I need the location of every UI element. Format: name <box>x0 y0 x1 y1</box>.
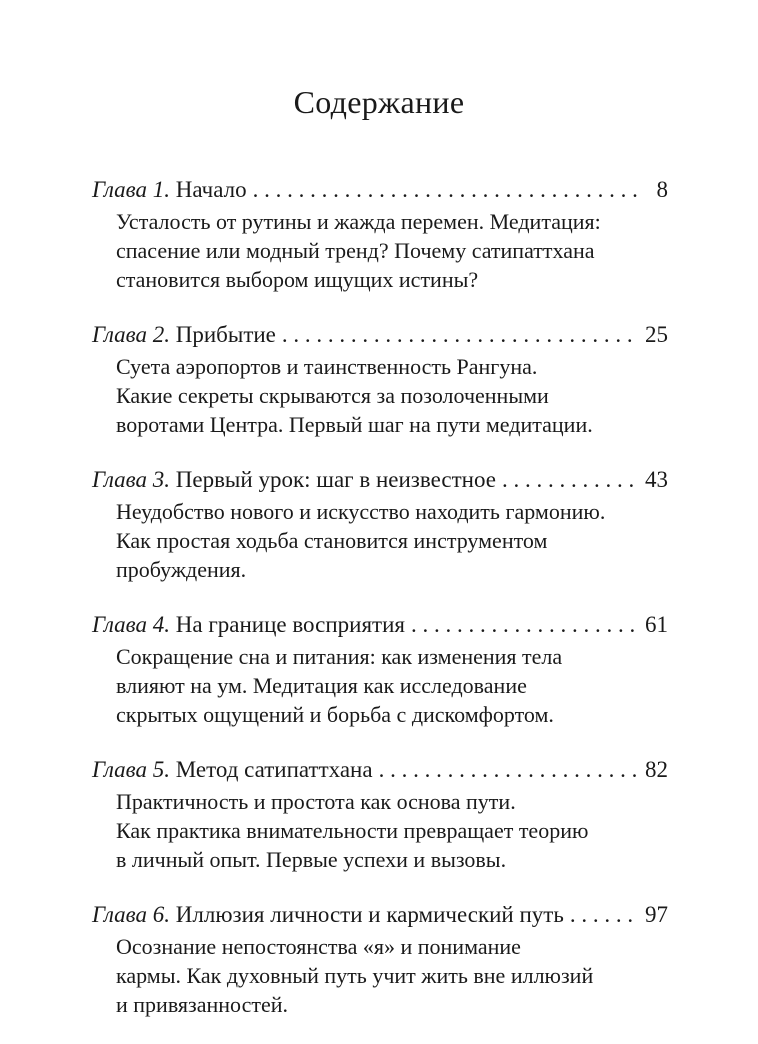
chapter-title: На границе восприятия <box>175 612 405 637</box>
chapter-description <box>92 497 668 584</box>
description-line: Осознание непостоянства «я» и понимание <box>116 934 521 959</box>
chapter-number: Глава 6. <box>92 902 170 927</box>
toc-entry-heading[interactable] <box>92 319 668 351</box>
chapter-title: Метод сатипаттхана <box>175 757 373 782</box>
chapter-description <box>92 932 668 1019</box>
description-line: Усталость от рутины и жажда перемен. Медитация: <box>116 209 601 234</box>
description-line: воротами Центра. Первый шаг на пути медитации. <box>116 412 593 437</box>
toc-entry <box>92 754 668 874</box>
dot-leader <box>502 464 638 496</box>
toc-entry-heading[interactable] <box>92 464 668 496</box>
description-line: в личный опыт. Первые успехи и вызовы. <box>116 847 507 872</box>
toc-entry-label <box>92 464 496 496</box>
chapter-title: Начало <box>175 177 247 202</box>
toc-entry-heading[interactable] <box>92 609 668 641</box>
page-number: 97 <box>645 902 668 927</box>
chapter-description <box>92 207 668 294</box>
toc-entry-label <box>92 609 405 641</box>
dot-leader <box>570 899 638 931</box>
toc-entry <box>92 319 668 439</box>
dot-leader <box>253 174 638 206</box>
description-line: становится выбором ищущих истины? <box>116 267 479 292</box>
chapter-title: Первый урок: шаг в неизвестное <box>175 467 496 492</box>
description-line: Как простая ходьба становится инструментом <box>116 528 548 553</box>
chapter-description <box>92 642 668 729</box>
chapter-description <box>92 787 668 874</box>
dot-leader <box>282 319 638 351</box>
table-of-contents <box>92 174 668 1044</box>
chapter-description <box>92 352 668 439</box>
description-line: пробуждения. <box>116 557 247 582</box>
toc-entry-heading[interactable] <box>92 899 668 931</box>
chapter-number: Глава 5. <box>92 757 170 782</box>
page-number: 25 <box>645 322 668 347</box>
toc-entry <box>92 464 668 584</box>
description-line: и привязанностей. <box>116 992 289 1017</box>
toc-entry <box>92 609 668 729</box>
page-number: 82 <box>645 757 668 782</box>
description-line: Практичность и простота как основа пути. <box>116 789 516 814</box>
chapter-title: Иллюзия личности и кармический путь <box>175 902 564 927</box>
description-line: кармы. Как духовный путь учит жить вне иллюзий <box>116 963 594 988</box>
toc-entry-label <box>92 319 276 351</box>
chapter-number: Глава 1. <box>92 177 170 202</box>
description-line: скрытых ощущений и борьба с дискомфортом. <box>116 702 554 727</box>
description-line: Неудобство нового и искусство находить гармонию. <box>116 499 606 524</box>
chapter-number: Глава 2. <box>92 322 170 347</box>
toc-entry-label <box>92 174 247 206</box>
dot-leader <box>411 609 638 641</box>
toc-entry-label <box>92 754 373 786</box>
page-title: Содержание <box>293 84 465 120</box>
page-number: 43 <box>645 467 668 492</box>
description-line: влияют на ум. Медитация как исследование <box>116 673 527 698</box>
toc-entry-heading[interactable] <box>92 754 668 786</box>
page-number: 61 <box>645 612 668 637</box>
toc-entry-heading[interactable] <box>92 174 668 206</box>
description-line: спасение или модный тренд? Почему сатипаттхана <box>116 238 595 263</box>
dot-leader <box>379 754 638 786</box>
toc-entry <box>92 174 668 294</box>
chapter-number: Глава 3. <box>92 467 170 492</box>
page-number: 8 <box>656 177 668 202</box>
description-line: Сокращение сна и питания: как изменения тела <box>116 644 563 669</box>
chapter-title: Прибытие <box>175 322 276 347</box>
description-line: Какие секреты скрываются за позолоченными <box>116 383 549 408</box>
description-line: Суета аэропортов и таинственность Рангуна. <box>116 354 538 379</box>
chapter-number: Глава 4. <box>92 612 170 637</box>
toc-entry <box>92 899 668 1019</box>
toc-entry-label <box>92 899 564 931</box>
description-line: Как практика внимательности превращает теорию <box>116 818 589 843</box>
